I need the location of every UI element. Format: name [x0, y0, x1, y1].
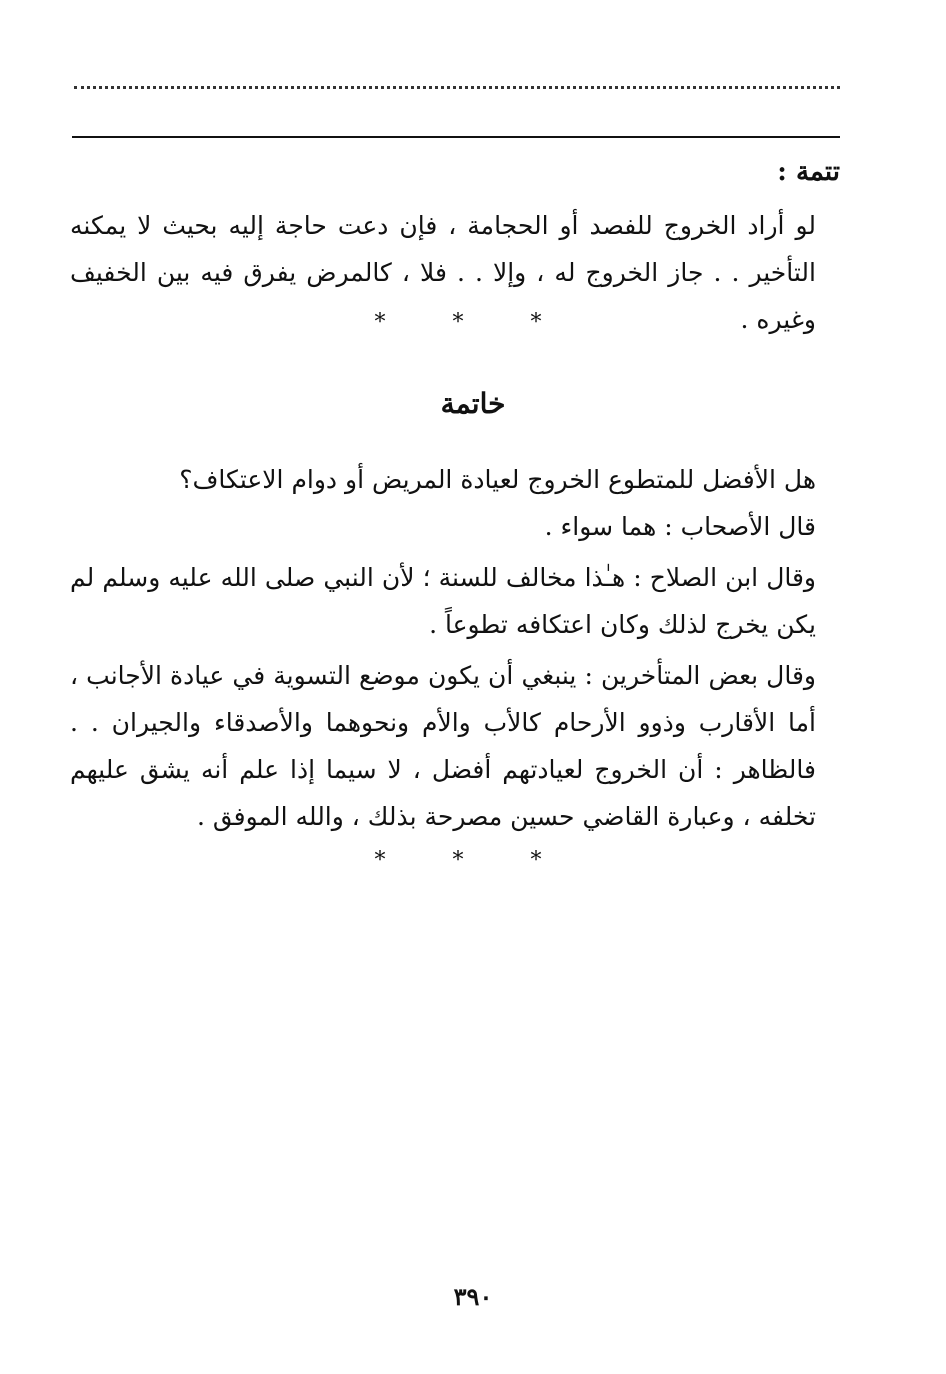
khatima-ashab-paragraph: قال الأصحاب : هما سواء . — [544, 512, 816, 541]
khatima-ibn-salah-paragraph: وقال ابن الصلاح : هـٰذا مخالف للسنة ؛ لأن النبي صلى الله عليه وسلم لم يكن يخرج لذلك وكان اعتكافه تطوعاً . — [70, 563, 816, 639]
header-rule — [72, 136, 840, 138]
dotted-separator-line — [74, 86, 840, 89]
khatima-question-paragraph: هل الأفضل للمتطوع الخروج لعيادة المريض أو دوام الاعتكاف؟ — [179, 465, 816, 494]
tatimma-paragraph: لو أراد الخروج للفصد أو الحجامة ، فإن دعت حاجة إليه بحيث لا يمكنه التأخير . . جاز الخروج له ، وإلا . . فلا ، كالمرض يفرق فيه بين الخفيف وغيره . — [70, 211, 816, 334]
section-separator-stars: * * * — [374, 310, 572, 335]
section-heading-khatima: خاتمة — [440, 387, 506, 420]
end-separator-stars: * * * — [374, 848, 572, 873]
section-heading-tatimma: تتمة : — [777, 157, 840, 187]
page-number: ٣٩٠ — [453, 1282, 493, 1311]
khatima-mutaakhkhirin-paragraph: وقال بعض المتأخرين : ينبغي أن يكون موضع التسوية في عيادة الأجانب ، أما الأقارب وذوو الأرحام كالأب والأم ونحوهما والأصدقاء والجيران . . فالظاهر : أن الخروج لعيادتهم أفضل ، لا سيما إذا علم أنه يشق عليهم تخلفه ، وعبارة القاضي حسين مصرحة بذلك ، والله الموفق . — [70, 661, 816, 831]
